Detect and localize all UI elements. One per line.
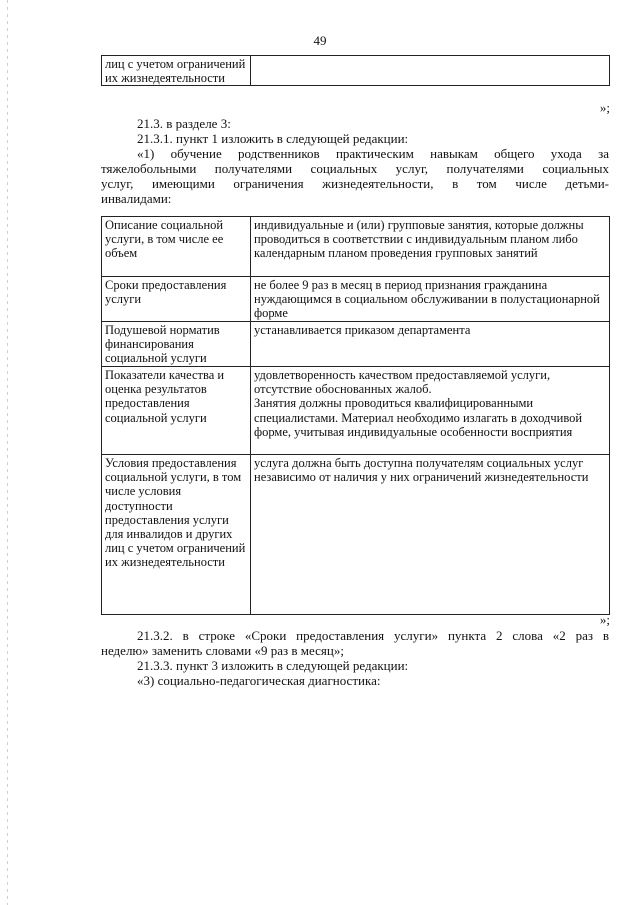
table-row (102, 56, 610, 86)
table-row (102, 277, 610, 322)
paragraph-item: 21.3.1. пункт 1 изложить в следующей редакции: (137, 131, 409, 146)
paragraph-2132-line: 21.3.2. в строке «Сроки предоставления услуги» пункта 2 слова «2 раз в (137, 628, 609, 643)
scan-edge (7, 0, 8, 905)
fragment-right-cell (251, 56, 610, 86)
paragraph-diagnostics: «3) социально-педагогическая диагностика: (137, 673, 381, 688)
row-value (251, 322, 610, 367)
closing-quote: »; (599, 100, 610, 115)
row-value-text: Занятия должны проводиться квалифицированными специалистами. Материал необходимо излагать в доходчивой форме, учитывая индивидуальные особенности восприятия (254, 396, 583, 439)
row-label: Показатели качества и оценка результатов предоставления социальной услуги (102, 367, 251, 455)
table-row (102, 367, 610, 455)
closing-quote: »; (599, 612, 610, 627)
row-value-text: устанавливается приказом департамента (254, 323, 471, 337)
service-table (101, 216, 610, 615)
paragraph-section: 21.3. в разделе 3: (137, 116, 231, 131)
fragment-table (101, 55, 610, 86)
row-value-text: не более 9 раз в месяц в период признания гражданина нуждающимся в социальном обслуживании в полустационарной форме (254, 278, 600, 321)
row-label: Подушевой норматив финансирования социальной услуги (102, 322, 251, 367)
row-label: Сроки предоставления услуги (102, 277, 251, 322)
row-value (251, 277, 610, 322)
paragraph-service-line: «1) обучение родственников практическим навыкам общего ухода за (137, 146, 609, 161)
paragraph-service-line: услуг, имеющими ограничения жизнедеятельности, в том числе детьми- (101, 176, 609, 191)
paragraph-service-line: тяжелобольными получателями социальных услуг, получателями социальных (101, 161, 609, 176)
row-value (251, 455, 610, 615)
row-label: Условия предоставления социальной услуги, в том числе условия доступности предоставления услуги для инвалидов и других лиц с учетом ограничений их жизнедеятельности (102, 455, 251, 615)
row-value (251, 217, 610, 277)
row-value-text: индивидуальные и (или) групповые занятия, которые должны проводиться в соответствии с индивидуальным планом либо календарным планом проведения групповых занятий (254, 218, 584, 261)
row-label: Описание социальной услуги, в том числе ее объем (102, 217, 251, 277)
paragraph-2132-line: неделю» заменить словами «9 раз в месяц»; (101, 643, 344, 658)
row-value-text: услуга должна быть доступна получателям социальных услуг независимо от наличия у них ограничений жизнедеятельности (254, 456, 589, 485)
table-row (102, 322, 610, 367)
row-value-text: удовлетворенность качеством предоставляемой услуги, отсутствие обоснованных жалоб. (254, 368, 551, 397)
table-row (102, 217, 610, 277)
paragraph-service-line: инвалидами: (101, 191, 172, 206)
page-number: 49 (313, 33, 327, 48)
fragment-left-cell: лиц с учетом ограничений их жизнедеятельности (102, 56, 251, 86)
paragraph-2133: 21.3.3. пункт 3 изложить в следующей редакции: (137, 658, 409, 673)
row-value (251, 367, 610, 455)
table-row (102, 455, 610, 615)
